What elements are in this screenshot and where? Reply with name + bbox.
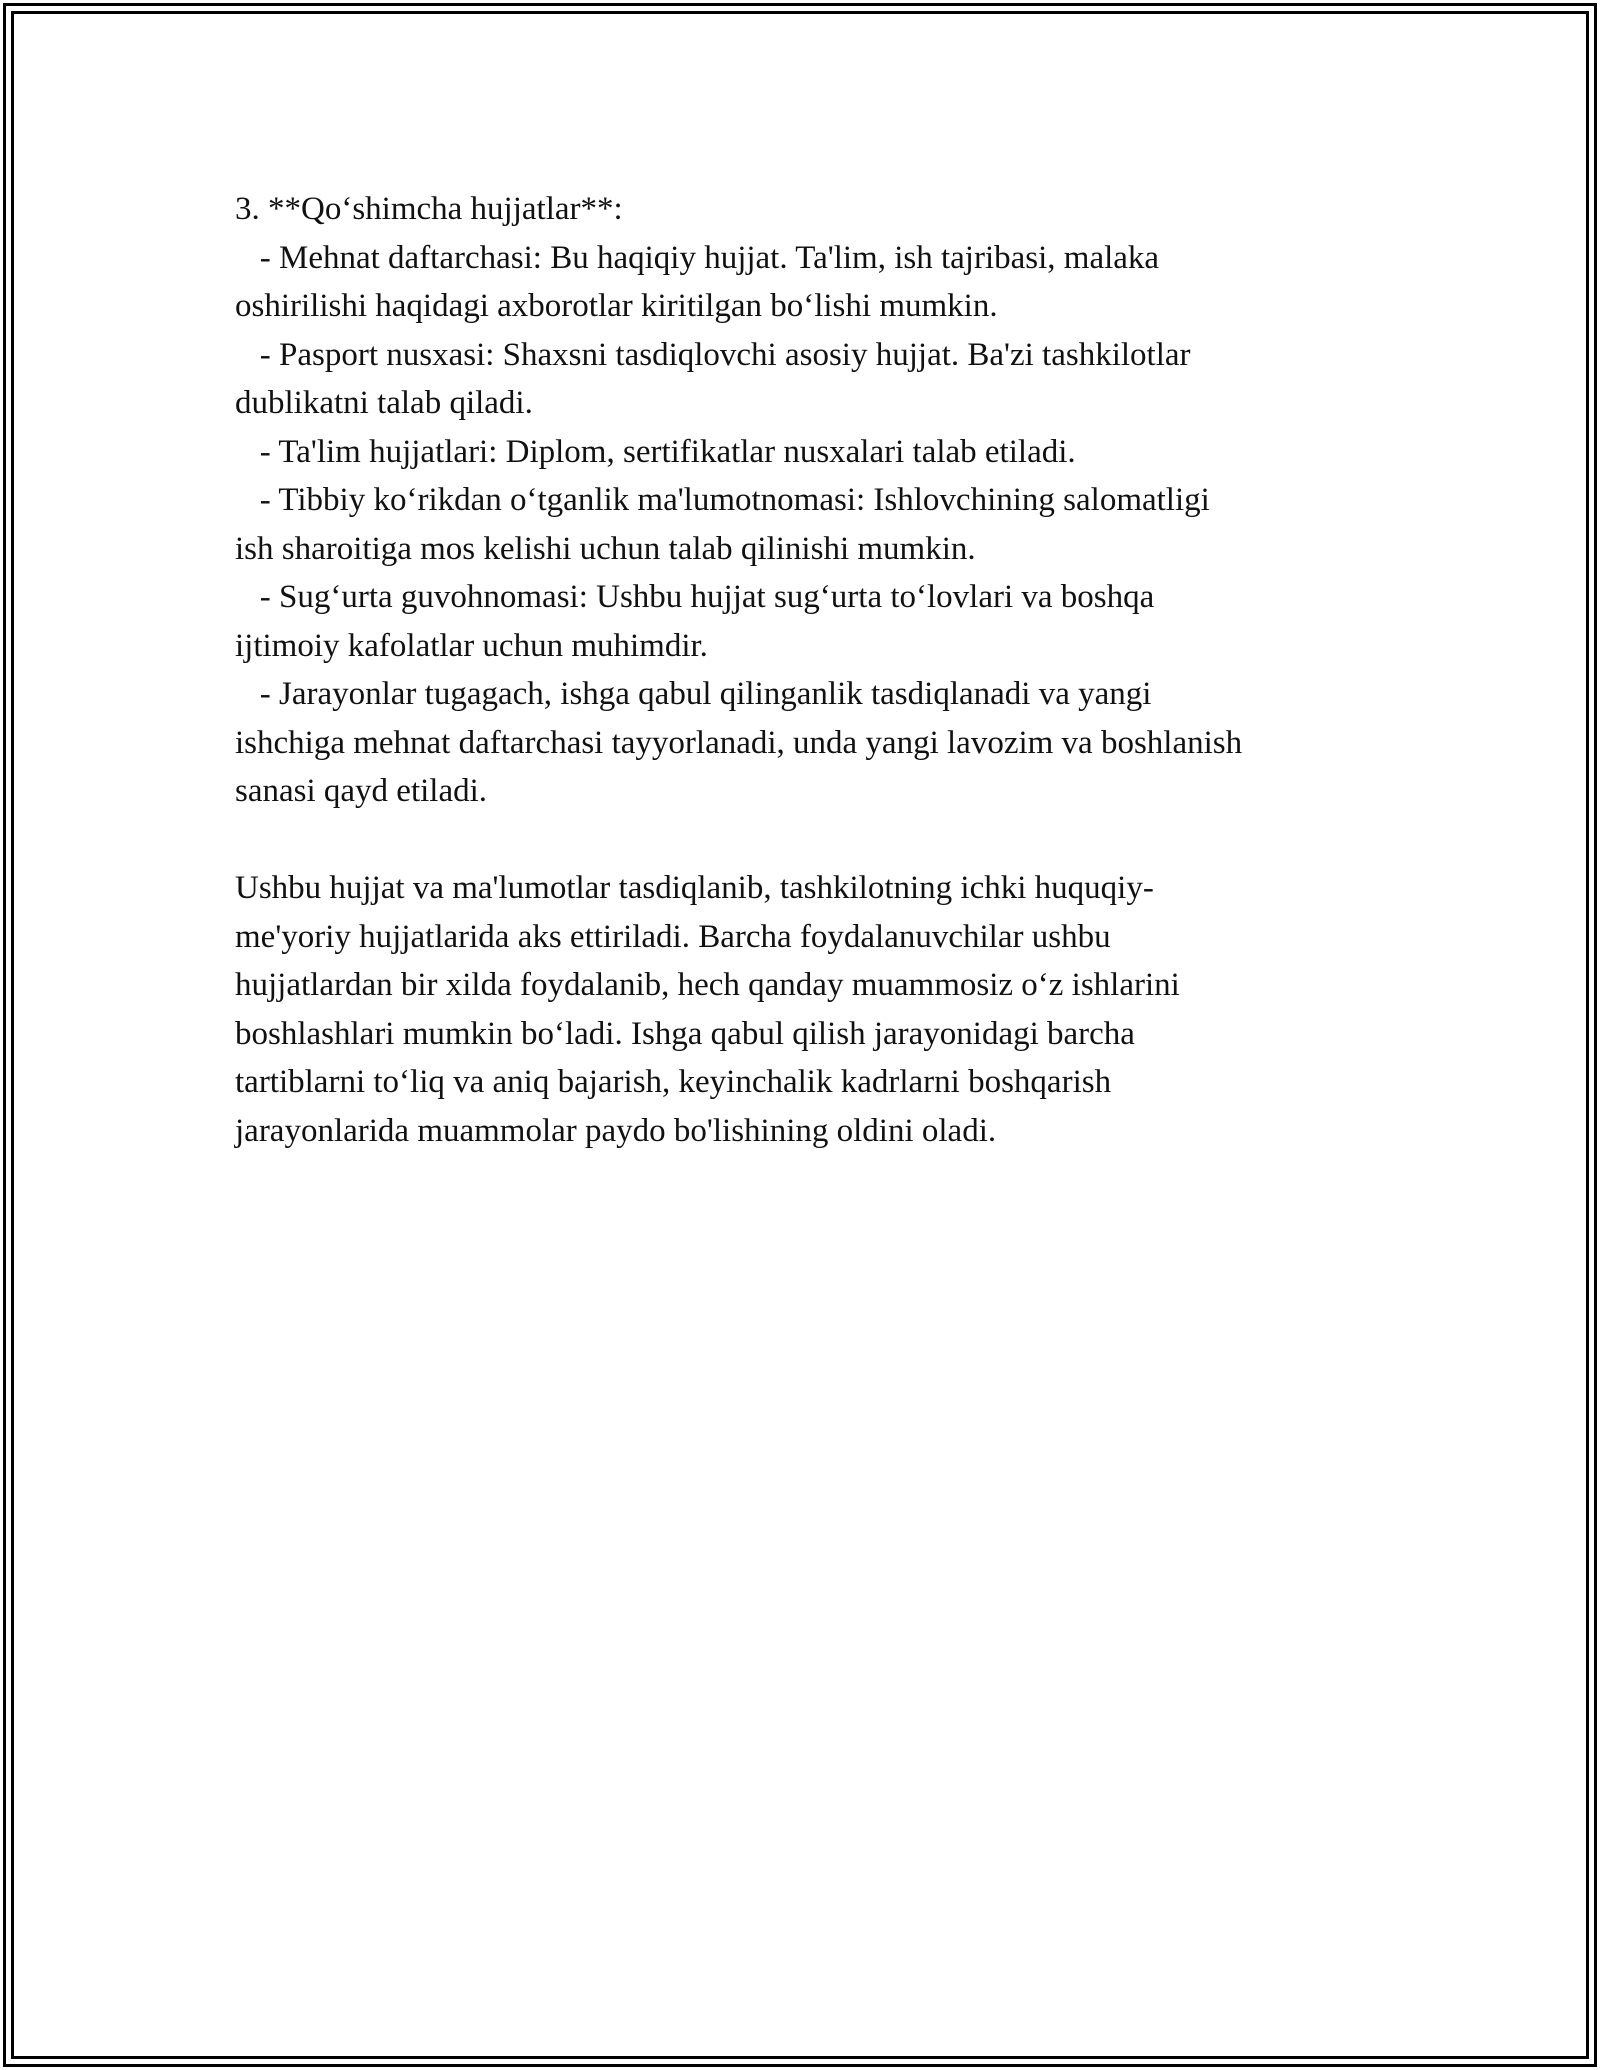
- closing-line: boshlashlari mumkin bo‘ladi. Ishga qabul qilish jarayonidagi barcha: [235, 1015, 1135, 1052]
- section-heading: 3. **Qo‘shimcha hujjatlar**:: [235, 191, 623, 227]
- closing-line: hujjatlardan bir xilda foydalanib, hech qanday muammosiz o‘z ishlarini: [235, 967, 1180, 1003]
- list-item-passport-copy: - Pasport nusxasi: Shaxsni tasdiqlovchi asosiy hujjat. Ba'zi tashkilotlar: [235, 336, 1191, 373]
- closing-line: jarayonlarida muammolar paydo bo'lishining oldini oladi.: [235, 1112, 997, 1149]
- list-item-insurance-certificate-cont: ijtimoiy kafolatlar uchun muhimdir.: [235, 627, 708, 664]
- list-item-process-completion-cont: ishchiga mehnat daftarchasi tayyorlanadi, unda yangi lavozim va boshlanish: [235, 724, 1243, 761]
- list-item-process-completion: - Jarayonlar tugagach, ishga qabul qilinganlik tasdiqlanadi va yangi: [235, 676, 1152, 712]
- closing-line: Ushbu hujjat va ma'lumotlar tasdiqlanib, tashkilotning ichki huquqiy-: [235, 870, 1154, 906]
- list-item-education-documents: - Ta'lim hujjatlari: Diplom, sertifikatlar nusxalari talab etiladi.: [235, 433, 1076, 470]
- section-additional-documents: [235, 185, 1365, 816]
- document-body: [235, 185, 1365, 1155]
- paragraph-gap: [235, 816, 1365, 865]
- list-item-medical-certificate-cont: ish sharoitiga mos kelishi uchun talab qilinishi mumkin.: [235, 530, 976, 567]
- list-item-process-completion-end: sanasi qayd etiladi.: [235, 773, 488, 809]
- list-item-passport-copy-cont: dublikatni talab qiladi.: [235, 385, 533, 421]
- closing-paragraph: [235, 864, 1365, 1155]
- closing-line: me'yoriy hujjatlarida aks ettiriladi. Barcha foydalanuvchilar ushbu: [235, 918, 1111, 955]
- list-item-employment-record: - Mehnat daftarchasi: Bu haqiqiy hujjat. Ta'lim, ish tajribasi, malaka: [235, 239, 1160, 276]
- list-item-employment-record-cont: oshirilishi haqidagi axborotlar kiritilgan bo‘lishi mumkin.: [235, 288, 998, 324]
- list-item-insurance-certificate: - Sug‘urta guvohnomasi: Ushbu hujjat sug‘urta to‘lovlari va boshqa: [235, 579, 1155, 615]
- list-item-medical-certificate: - Tibbiy ko‘rikdan o‘tganlik ma'lumotnomasi: Ishlovchining salomatligi: [235, 482, 1210, 518]
- closing-line: tartiblarni to‘liq va aniq bajarish, keyinchalik kadrlarni boshqarish: [235, 1064, 1112, 1100]
